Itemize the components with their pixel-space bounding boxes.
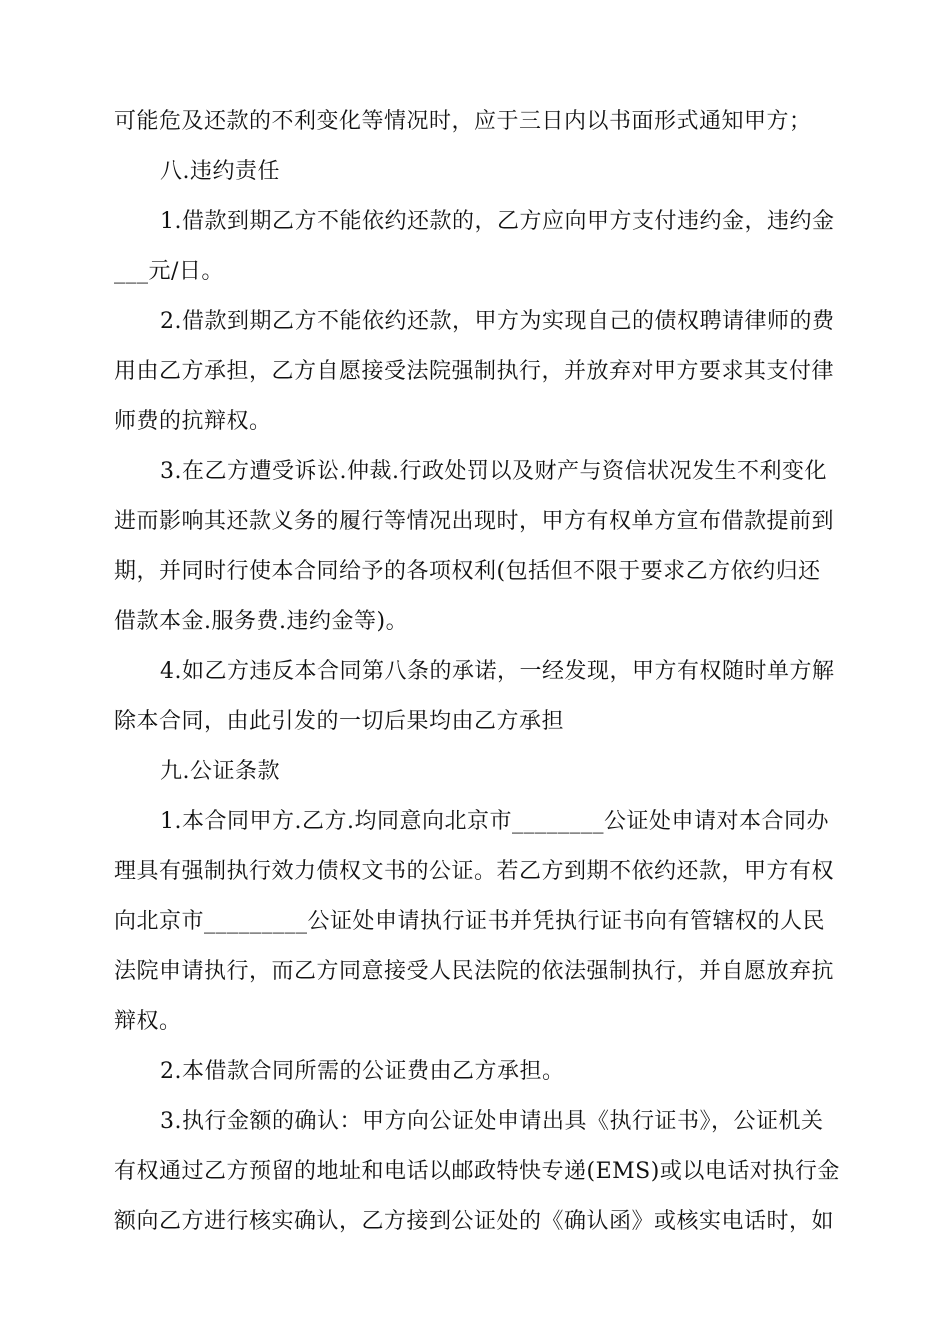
text-line: 向北京市_________公证处申请执行证书并凭执行证书向有管辖权的人民 [114, 909, 826, 934]
text-line: 额向乙方进行核实确认，乙方接到公证处的《确认函》或核实电话时，如 [114, 1209, 835, 1234]
text-line: 1.本合同甲方.乙方.均同意向北京市________公证处申请对本合同办 [160, 809, 829, 834]
text-line: 3.在乙方遭受诉讼.仲裁.行政处罚以及财产与资信状况发生不利变化 [160, 459, 827, 484]
text-line: 1.借款到期乙方不能依约还款的，乙方应向甲方支付违约金，违约金 [160, 209, 835, 234]
text-line: 2.借款到期乙方不能依约还款，甲方为实现自己的债权聘请律师的费 [160, 309, 835, 334]
text-line: 进而影响其还款义务的履行等情况出现时，甲方有权单方宣布借款提前到 [114, 509, 835, 534]
text-line: 除本合同，由此引发的一切后果均由乙方承担 [114, 709, 565, 734]
text-line: 2.本借款合同所需的公证费由乙方承担。 [160, 1059, 565, 1084]
text-line: 期，并同时行使本合同给予的各项权利(包括但不限于要求乙方依约归还 [114, 559, 821, 584]
text-line: 法院申请执行，而乙方同意接受人民法院的依法强制执行，并自愿放弃抗 [114, 959, 835, 984]
text-line: 师费的抗辩权。 [114, 409, 272, 434]
text-line: 4.如乙方违反本合同第八条的承诺，一经发现，甲方有权随时单方解 [160, 659, 835, 684]
text-line: 可能危及还款的不利变化等情况时，应于三日内以书面形式通知甲方； [114, 109, 812, 134]
text-line: ___元/日。 [114, 259, 224, 284]
text-line: 借款本金.服务费.违约金等)。 [114, 609, 409, 634]
text-line: 辩权。 [114, 1009, 182, 1034]
section-heading: 九.公证条款 [160, 759, 280, 784]
text-line: 有权通过乙方预留的地址和电话以邮政特快专递(EMS)或以电话对执行金 [114, 1159, 840, 1184]
text-line: 理具有强制执行效力债权文书的公证。若乙方到期不依约还款，甲方有权 [114, 859, 835, 884]
section-heading: 八.违约责任 [160, 159, 280, 184]
text-line: 3.执行金额的确认：甲方向公证处申请出具《执行证书》，公证机关 [160, 1109, 824, 1134]
text-line: 用由乙方承担，乙方自愿接受法院强制执行，并放弃对甲方要求其支付律 [114, 359, 835, 384]
